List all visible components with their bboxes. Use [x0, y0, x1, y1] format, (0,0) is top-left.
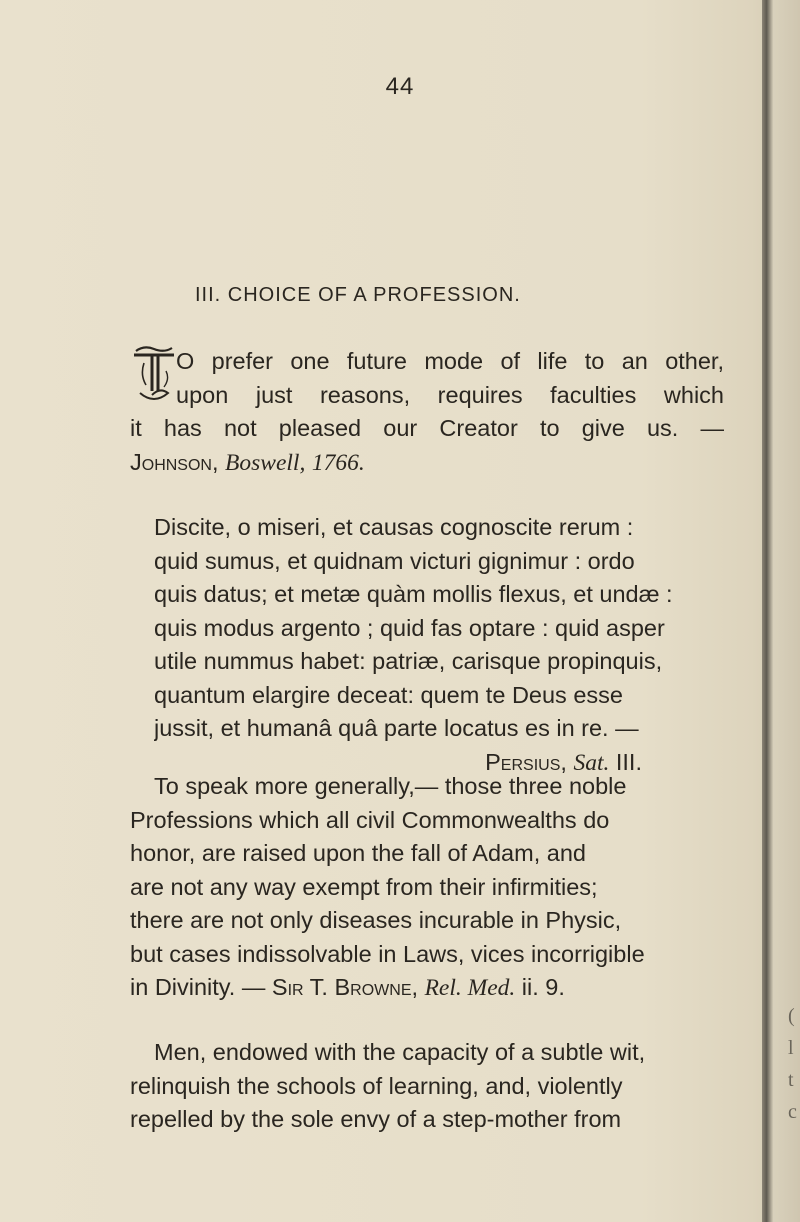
citation	[130, 971, 724, 1005]
text-line: utile nummus habet: patriæ, carisque propinquis,	[154, 648, 663, 674]
text-line: in Divinity. —	[130, 974, 266, 1000]
citation-author: Sir T. Browne,	[271, 974, 419, 1000]
citation-ref: ii. 9.	[521, 974, 565, 1000]
quote-johnson	[130, 345, 724, 479]
text-line: but cases indissolvable in Laws, vices incorrigible	[130, 940, 645, 967]
text-line: quid sumus, et quidnam victuri gignimur : ordo	[154, 547, 635, 574]
text-line: O prefer one future mode of life to an other,	[176, 348, 724, 374]
citation-author: Persius,	[485, 748, 567, 775]
citation-work: Sat.	[573, 749, 610, 776]
text-line: honor, are raised upon the fall of Adam, and	[130, 840, 586, 866]
citation-work: Rel. Med.	[424, 975, 516, 1001]
text-line: it has not pleased our Creator to give us. —	[130, 415, 724, 441]
adjacent-page-marks	[788, 1000, 800, 1128]
text-line: upon just reasons, requires faculties which	[176, 381, 724, 408]
citation-year: 1766.	[311, 449, 365, 476]
quote-persius	[154, 511, 724, 779]
edge-mark: c	[788, 1101, 797, 1123]
text-line: Men, endowed with the capacity of a subtle wit,	[154, 1039, 646, 1065]
citation-work: Boswell,	[225, 449, 306, 476]
page-number: 44	[385, 73, 415, 100]
edge-mark: t	[788, 1069, 794, 1091]
quote-men-endowed	[130, 1036, 724, 1137]
text-line: quis modus argento ; quid fas optare : quid asper	[154, 614, 665, 641]
text-line: To speak more generally,— those three noble	[154, 773, 627, 799]
text-line: are not any way exempt from their infirmities;	[130, 873, 598, 900]
text-line: there are not only diseases incurable in Physic,	[130, 907, 622, 933]
text-line: quis datus; et metæ quàm mollis flexus, et undæ :	[154, 581, 673, 607]
quote-browne	[130, 770, 724, 1005]
text-line: Discite, o miseri, et causas cognoscite rerum :	[154, 514, 634, 540]
edge-mark: l	[788, 1037, 794, 1059]
chapter-title: III. CHOICE OF A PROFESSION.	[195, 284, 521, 306]
text-line: repelled by the sole envy of a step-mother from	[130, 1106, 622, 1132]
edge-mark: (	[788, 1005, 795, 1027]
text-line: Professions which all civil Commonwealths do	[130, 806, 610, 833]
citation	[130, 446, 724, 480]
text-line: jussit, et humanâ quâ parte locatus es in re. —	[154, 715, 639, 741]
citation-author: Johnson,	[130, 448, 219, 475]
text-line: quantum elargire deceat: quem te Deus esse	[154, 681, 623, 708]
citation-ref: III.	[615, 748, 642, 775]
text-line: relinquish the schools of learning, and, violently	[130, 1072, 623, 1099]
